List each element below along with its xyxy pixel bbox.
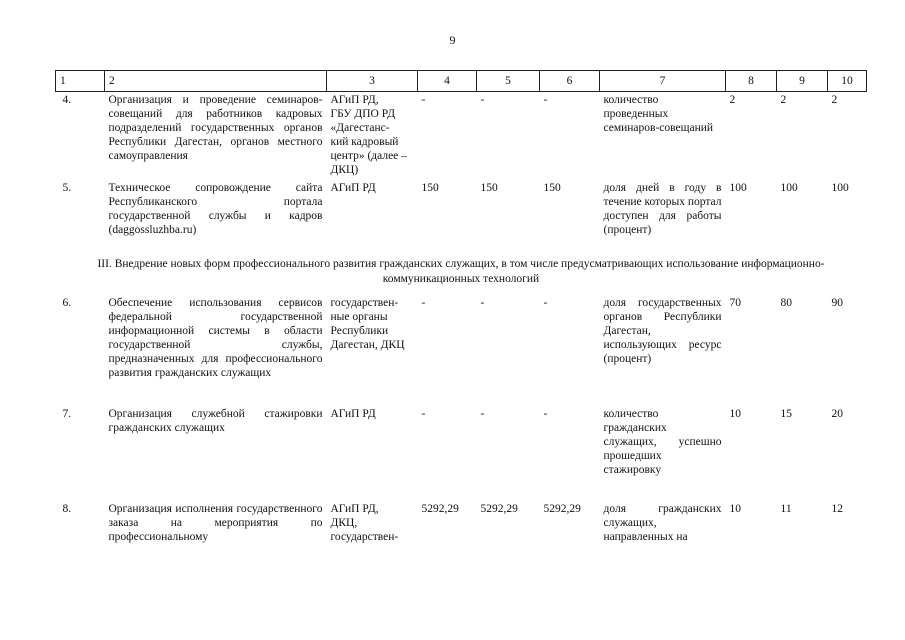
- indicator-value-2: 100: [780, 182, 798, 194]
- year-3-value: -: [543, 408, 548, 420]
- column-number: 7: [600, 71, 726, 92]
- indicator-value-2: 15: [780, 408, 792, 420]
- row-number: 4.: [62, 94, 72, 106]
- section-row: [56, 257, 867, 295]
- indicator-value-1: 10: [729, 503, 741, 515]
- action-cell: Организация и проведение семинаров-совещаний для работников кадровых подразделений государственных органов Республики Дагестан, органов местного самоуправления: [108, 94, 323, 162]
- year-1-value: 5292,29: [421, 503, 459, 515]
- indicator-value-3: 20: [831, 408, 843, 420]
- indicator-value-3: 12: [831, 503, 843, 515]
- indicator-cell: количество проведенных семинаров-совещаний: [603, 94, 714, 134]
- year-1-value: -: [421, 408, 426, 420]
- table-row: [56, 406, 867, 501]
- action-cell: Организация служебной стажировки гражданских служащих: [108, 408, 323, 434]
- section-heading: III. Внедрение новых форм профессионального развития гражданских служащих, в том числе предусматривающих использование информационно-коммуникационных технологий: [97, 258, 825, 285]
- executor-cell: АГиП РД: [330, 408, 376, 420]
- indicator-cell: доля государственных органов Республики Дагестан, использующих ресурс (процент): [603, 297, 722, 365]
- column-number: 5: [477, 71, 540, 92]
- column-number: 1: [56, 71, 105, 92]
- indicator-value-3: 100: [831, 182, 849, 194]
- indicator-value-1: 100: [729, 182, 747, 194]
- column-number: 6: [540, 71, 600, 92]
- row-number: 5.: [62, 182, 72, 194]
- action-cell: Обеспечение использования сервисов федеральной государственной информационной системы в области государственной службы, предназначенных для профессионального развития гражданских служащих: [108, 297, 323, 379]
- year-3-value: 150: [543, 182, 561, 194]
- program-table: [55, 70, 867, 550]
- indicator-value-2: 80: [780, 297, 792, 309]
- indicator-cell: доля гражданских служащих, направленных на: [603, 503, 722, 543]
- year-3-value: 5292,29: [543, 503, 581, 515]
- column-number: 9: [777, 71, 828, 92]
- indicator-value-2: 2: [780, 94, 787, 106]
- executor-cell: АГиП РД, ДКЦ, государствен-: [330, 503, 399, 543]
- year-2-value: -: [480, 94, 485, 106]
- year-1-value: -: [421, 94, 426, 106]
- column-number: 10: [828, 71, 867, 92]
- row-number: 7.: [62, 408, 72, 420]
- year-1-value: 150: [421, 182, 439, 194]
- action-cell: Техническое сопровождение сайта Республиканского портала государственной службы и кадров (daggossluzhba.ru): [108, 182, 323, 236]
- action-cell: Организация исполнения государственного заказа на мероприятия по профессиональному: [108, 503, 323, 543]
- row-number: 6.: [62, 297, 72, 309]
- year-2-value: -: [480, 297, 485, 309]
- indicator-value-1: 70: [729, 297, 741, 309]
- column-number: 8: [726, 71, 777, 92]
- indicator-value-3: 90: [831, 297, 843, 309]
- indicator-cell: доля дней в году в течение которых портал доступен для работы (процент): [603, 182, 722, 236]
- column-number: 2: [105, 71, 327, 92]
- table-row: [56, 295, 867, 406]
- table-row: [56, 92, 867, 181]
- indicator-cell: количество гражданских служащих, успешно прошедших стажировку: [603, 408, 722, 476]
- indicator-value-2: 11: [780, 503, 792, 515]
- column-number: 3: [327, 71, 418, 92]
- executor-cell: АГиП РД: [330, 182, 376, 194]
- page-number: 9: [449, 33, 456, 47]
- table-row: [56, 180, 867, 257]
- indicator-value-3: 2: [831, 94, 838, 106]
- year-3-value: -: [543, 94, 548, 106]
- table-row: [56, 501, 867, 550]
- column-number: 4: [418, 71, 477, 92]
- year-2-value: 150: [480, 182, 498, 194]
- column-number-row: [56, 71, 867, 92]
- indicator-value-1: 10: [729, 408, 741, 420]
- year-2-value: -: [480, 408, 485, 420]
- year-3-value: -: [543, 297, 548, 309]
- executor-cell: государствен- ные органы Республики Дагестан, ДКЦ: [330, 297, 405, 351]
- year-2-value: 5292,29: [480, 503, 518, 515]
- row-number: 8.: [62, 503, 72, 515]
- executor-cell: АГиП РД, ГБУ ДПО РД «Дагестанс- кий кадровый центр» (далее – ДКЦ): [330, 94, 407, 176]
- indicator-value-1: 2: [729, 94, 736, 106]
- year-1-value: -: [421, 297, 426, 309]
